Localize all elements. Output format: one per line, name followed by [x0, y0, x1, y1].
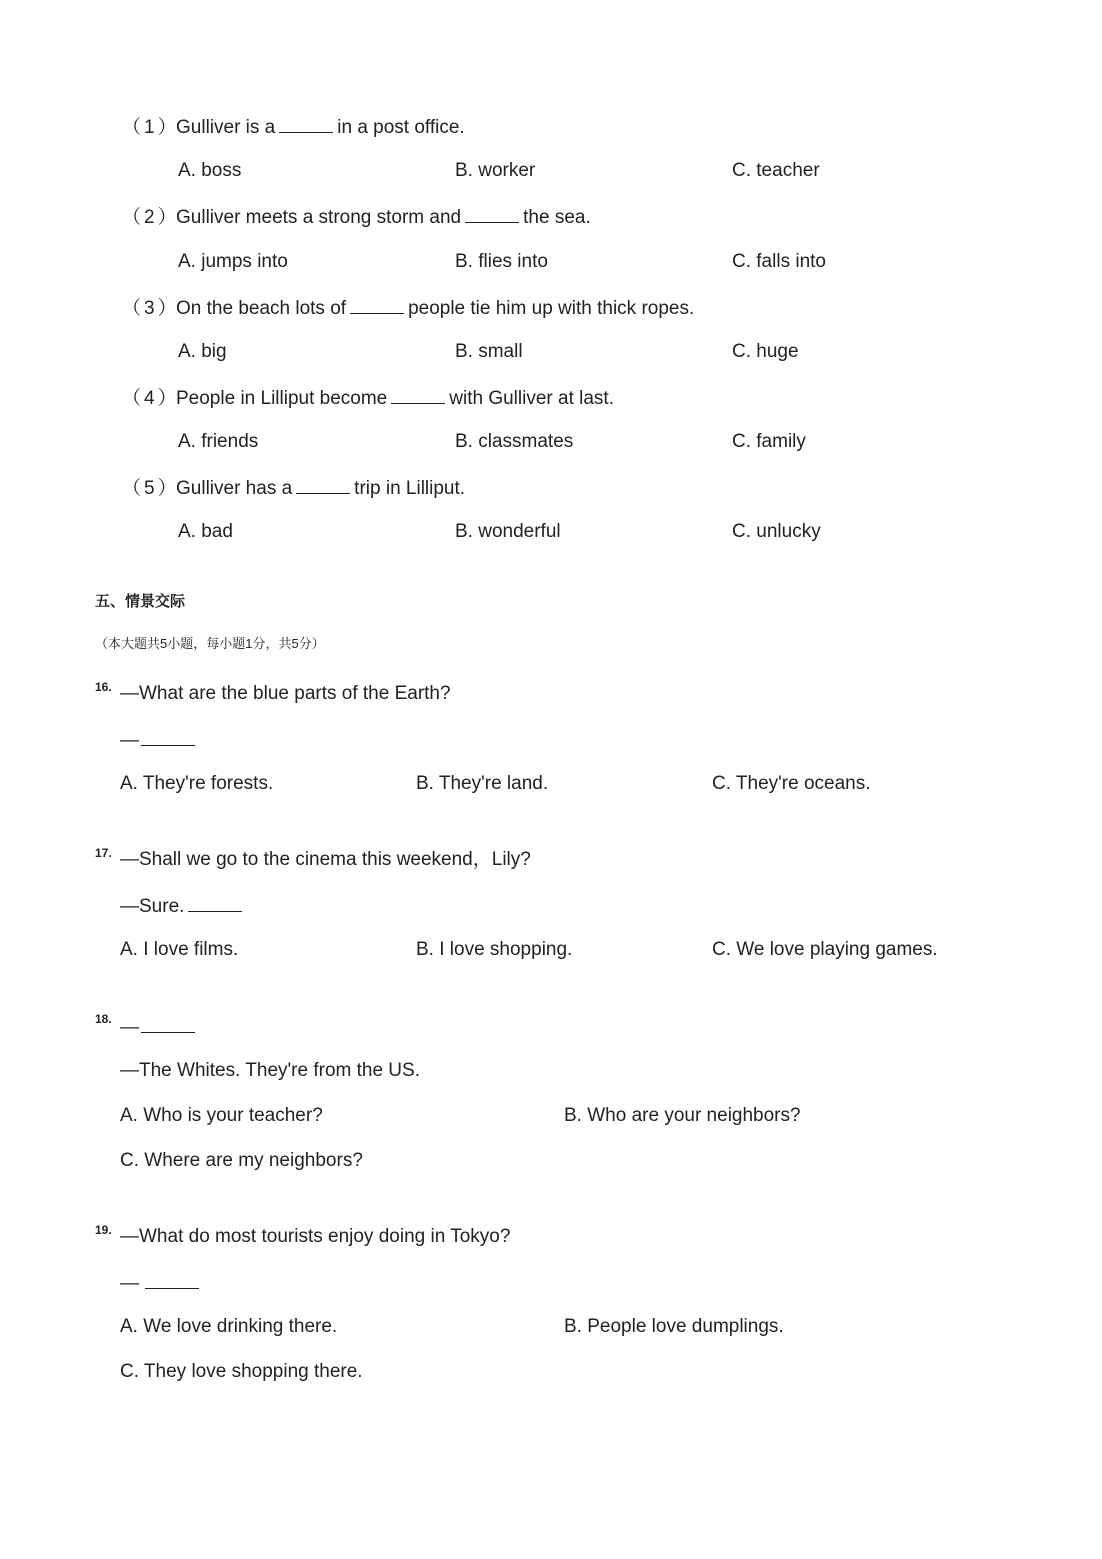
option-a: A. boss [178, 160, 242, 181]
option-c: C. family [732, 431, 806, 452]
question-18-line2: —The Whites. They're from the US. [120, 1060, 420, 1081]
item-number: （4） [122, 388, 180, 409]
answer-blank [296, 475, 350, 494]
option-b: B. small [455, 341, 523, 362]
option-a: A. big [178, 341, 227, 362]
option-c: C. falls into [732, 251, 826, 272]
option-b: B. classmates [455, 431, 574, 452]
question-number: 17. [95, 846, 112, 860]
option-b: B. worker [455, 160, 536, 181]
answer-blank [145, 1270, 199, 1289]
item-number: （5） [122, 478, 180, 499]
question-number: 18. [95, 1012, 112, 1026]
question-number: 19. [95, 1223, 112, 1237]
answer-blank [350, 295, 404, 314]
option-a: A. We love drinking there. [120, 1316, 338, 1337]
answer-blank [391, 385, 445, 404]
option-b: B. I love shopping. [416, 939, 573, 960]
option-c: C. They love shopping there. [120, 1361, 363, 1382]
question-18-line1: — [120, 1014, 199, 1040]
option-a: A. friends [178, 431, 259, 452]
section-note: （本大题共5小题，每小题1分，共5分） [95, 636, 325, 651]
question-number: 16. [95, 680, 112, 694]
option-c: C. huge [732, 341, 799, 362]
question-17-line1: —Shall we go to the cinema this weekend，Lily? [120, 849, 531, 870]
option-b: B. They're land. [416, 773, 549, 794]
option-a: A. jumps into [178, 251, 288, 272]
section-title: 五、情景交际 [95, 593, 186, 610]
question-16-line1: —What are the blue parts of the Earth? [120, 683, 451, 704]
answer-blank [141, 727, 195, 746]
item-number: （1） [122, 117, 180, 138]
option-a: A. They're forests. [120, 773, 274, 794]
option-a: A. I love films. [120, 939, 239, 960]
answer-blank [465, 204, 519, 223]
item-5-stem: （5）Gulliver has a trip in Lilliput. [122, 475, 465, 501]
question-17-line2: —Sure. [120, 893, 246, 919]
item-3-stem: （3）On the beach lots of people tie him up with thick ropes. [122, 295, 694, 321]
item-number: （3） [122, 298, 180, 319]
option-b: B. People love dumplings. [564, 1316, 784, 1337]
question-19-line2: — [120, 1270, 203, 1296]
answer-blank [188, 893, 242, 912]
answer-blank [141, 1014, 195, 1033]
option-b: B. wonderful [455, 521, 561, 542]
option-a: A. bad [178, 521, 233, 542]
option-b: B. Who are your neighbors? [564, 1105, 801, 1126]
answer-blank [279, 114, 333, 133]
option-a: A. Who is your teacher? [120, 1105, 323, 1126]
option-c: C. We love playing games. [712, 939, 938, 960]
item-number: （2） [122, 207, 180, 228]
option-b: B. flies into [455, 251, 548, 272]
option-c: C. unlucky [732, 521, 821, 542]
option-c: C. Where are my neighbors? [120, 1150, 363, 1171]
item-1-stem: （1）Gulliver is a in a post office. [122, 114, 465, 140]
item-2-stem: （2）Gulliver meets a strong storm and the sea. [122, 204, 591, 230]
option-c: C. They're oceans. [712, 773, 871, 794]
item-4-stem: （4）People in Lilliput become with Gulliver at last. [122, 385, 614, 411]
option-c: C. teacher [732, 160, 820, 181]
question-16-line2: — [120, 727, 199, 753]
question-19-line1: —What do most tourists enjoy doing in Tokyo? [120, 1226, 511, 1247]
